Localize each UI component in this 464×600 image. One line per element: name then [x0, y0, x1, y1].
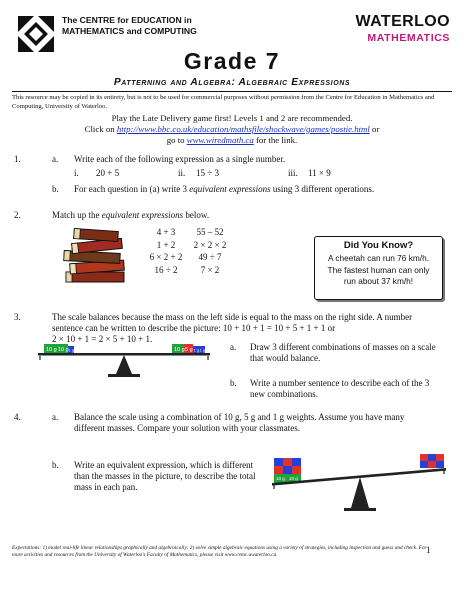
q4b-label: b. [52, 460, 59, 470]
header-divider [12, 91, 452, 92]
q2-left-item: 4 + 3 [156, 227, 176, 237]
page-title: Grade 7 [183, 48, 281, 74]
q1-number: 1. [14, 154, 21, 164]
block-10g-label: 10 g [46, 347, 57, 353]
q4a-label: a. [52, 412, 59, 422]
q3a-label: a. [230, 342, 237, 352]
q1-item-i-label: i. [74, 168, 79, 178]
balanced-scale [36, 330, 226, 380]
q2-right-item: 49 ÷ 7 [198, 252, 222, 262]
mathematics-word: MATHEMATICS [367, 32, 450, 44]
q2-right-column [192, 226, 228, 276]
books-illustration [60, 226, 132, 286]
q1b-text: For each question in (a) write 3 equivalent expressions using 3 different operations. [74, 184, 375, 194]
q3a-text: Draw 3 different combinations of masses on a scale that would balance. [250, 342, 436, 363]
block-10g-label: 10 g [276, 476, 285, 481]
cemc-line1: The CENTRE for EDUCATION in [62, 15, 192, 25]
q2-left-item: 1 + 2 [156, 239, 176, 250]
q1-item-iii-label: iii. [288, 168, 298, 178]
q4-number: 4. [14, 412, 21, 422]
q3b-text: Write a number sentence to describe each of the 3 new combinations. [250, 378, 430, 399]
block-10g-label: 10 g [174, 347, 185, 353]
q2-left-item: 6 × 2 + 2 [149, 252, 183, 262]
did-you-know-box [314, 236, 443, 300]
q1a-label: a. [52, 154, 59, 164]
q2-left-item: 16 ÷ 2 [154, 264, 178, 275]
q3-number: 3. [14, 312, 21, 322]
block-1g-label: 1 g [68, 347, 75, 353]
did-you-know-title: Did You Know? [343, 240, 414, 251]
q2-right-item: 7 × 2 [200, 264, 220, 275]
q1b-label: b. [52, 184, 59, 194]
q3b-label: b. [230, 378, 237, 388]
block-1g-label: 1 g [193, 347, 200, 353]
game-instructions: Play the Late Delivery game first! Levels 1 and 2 are recommended. Click on http://www.bbc.co.uk/education/mathsfile/shockwave/games/postie.html or go to www.wiredmath.ca for the link. [60, 113, 404, 146]
game-line1: Play the Late Delivery game first! Levels 1 and 2 are recommended. [111, 113, 353, 123]
did-you-know-body: A cheetah can run 76 km/h. The fastest human can only run about 37 km/h! [327, 253, 430, 286]
block-10g-label: 10 g [289, 476, 298, 481]
q1-item-i: 20 + 5 [96, 168, 120, 178]
q4a-text: Balance the scale using a combination of 10 g, 5 g and 1 g weights. Assume you have many different masses. Compare your solution with your classmates. [74, 412, 405, 433]
q2-right-item: 55 – 52 [196, 227, 224, 237]
page-number: 1 [426, 545, 431, 555]
cemc-name [62, 15, 197, 37]
q1-item-iii: 11 × 9 [308, 168, 331, 178]
q1-item-ii: 15 ÷ 3 [196, 168, 219, 178]
q2-text: Match up the equivalent expressions below. [52, 210, 210, 220]
block-5g-label: 5 g [185, 347, 193, 353]
waterloo-logo [346, 13, 450, 44]
unbalanced-scale [270, 452, 456, 542]
page-subtitle: Patterning and Algebra: Algebraic Expressions [113, 77, 351, 88]
q4b-text: Write an equivalent expression, which is different than the masses in the picture, to describe the total mass in each pan. [74, 460, 256, 492]
q1-item-ii-label: ii. [178, 168, 186, 178]
footer-expectations: Expectations: 1) model real-life linear relationships graphically and algebraically; 2) solve simple algebraic equations using a variety of strategies, including inspection and guess and check. For more activities and resources from the University of Waterloo's Faculty of Mathematics, please visit www.cemc.uwaterloo.ca. [12, 545, 427, 558]
copyright-notice: This resource may be copied in its entirety, but is not to be used for commercial purposes without permission from the Centre for Education in Mathematics and Computing, University of Waterloo. [12, 94, 435, 110]
q3-text: The scale balances because the mass on the left side is equal to the mass on the right side. A number sentence can be written to describe the picture: 10 + 10 + 1 = 10 + 5 + 1 + 1 or 2 × 10 + 1 = 2 × 5 + 10 + 1. [52, 312, 413, 344]
q1a-text: Write each of the following expression as a single number. [74, 154, 286, 164]
q2-left-column [146, 226, 186, 276]
waterloo-word: WATERLOO [355, 13, 450, 30]
cemc-line2: MATHEMATICS and COMPUTING [62, 26, 197, 36]
block-10g-label: 10 g [58, 347, 69, 353]
block-1g-label: 1 g [199, 347, 206, 353]
q2-right-item: 2 × 2 × 2 [193, 239, 227, 250]
postie-link[interactable]: http://www.bbc.co.uk/education/mathsfile/shockwave/games/postie.html [116, 124, 370, 134]
wiredmath-link[interactable]: www.wiredmath.ca [186, 135, 254, 145]
q2-number: 2. [14, 210, 21, 220]
